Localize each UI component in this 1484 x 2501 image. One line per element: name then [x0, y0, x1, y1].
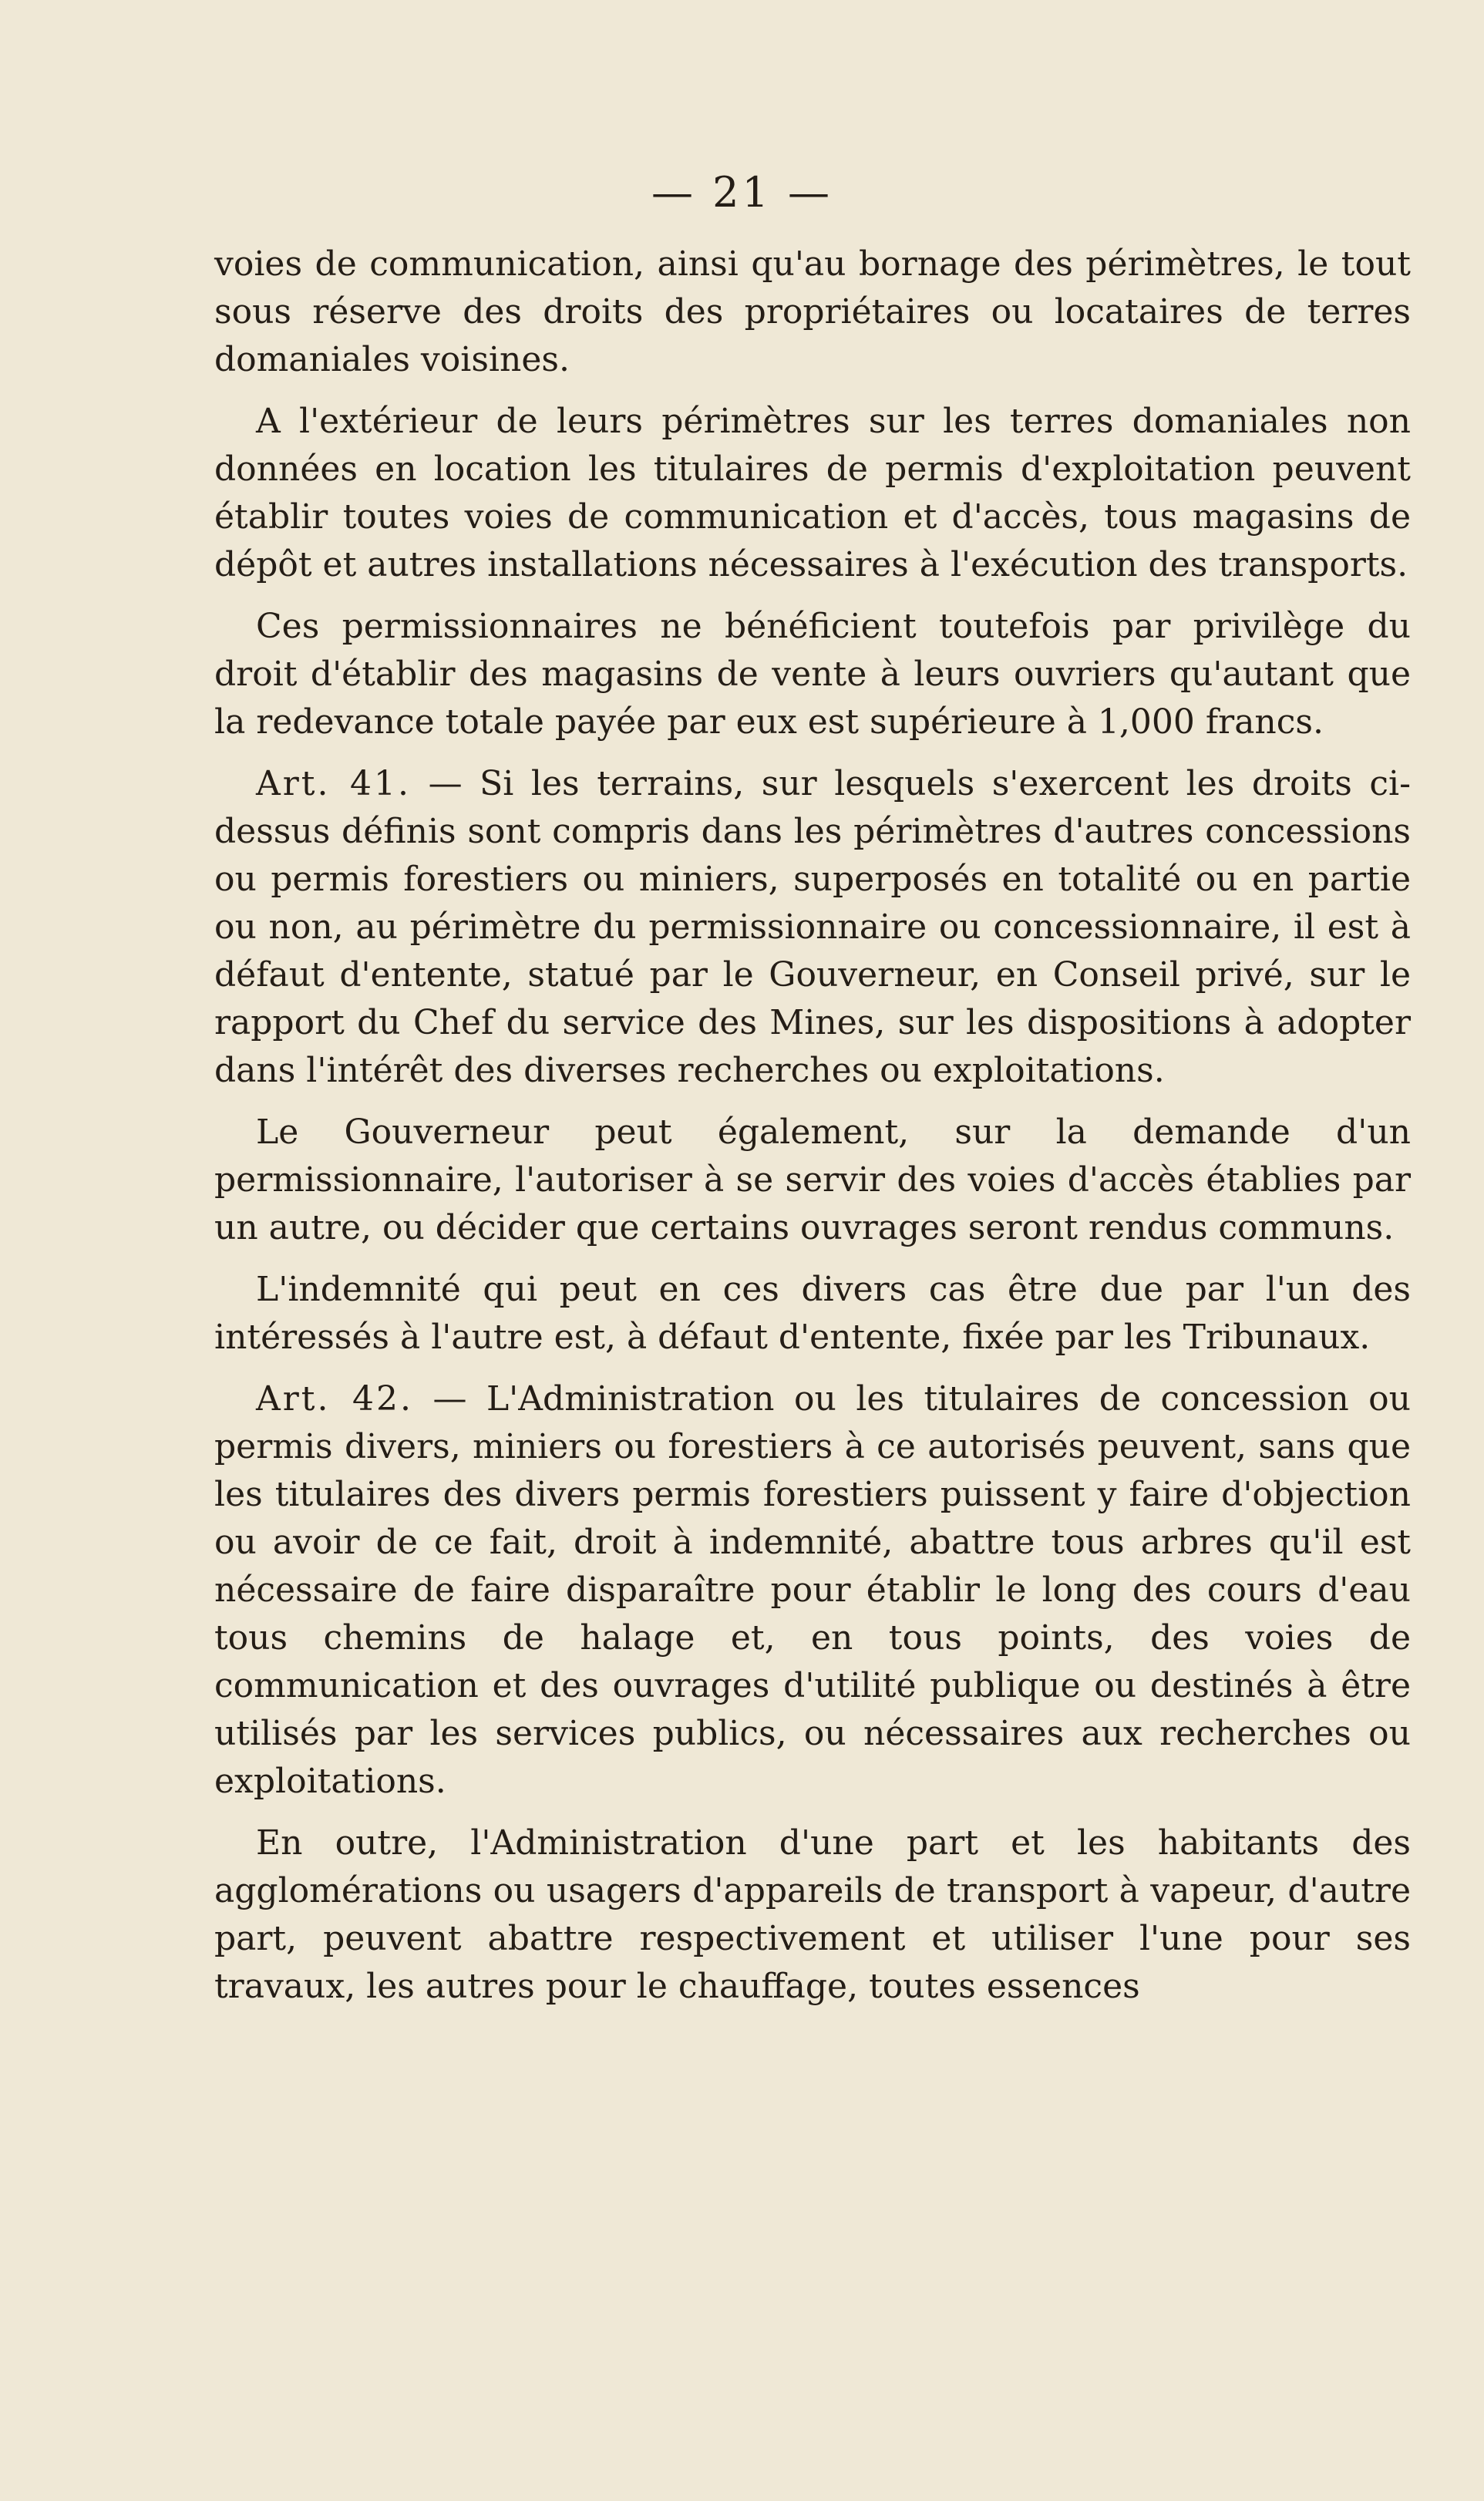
- paragraph-permissionnaires: Ces permissionnaires ne bénéficient toutefois par privilège du droit d'établir des magasins de vente à leurs ouvriers qu'autant que la redevance totale payée par eux est supérieure à 1,000 francs.: [214, 607, 1411, 742]
- body-text: [214, 241, 1411, 2025]
- page-number: — 21 —: [651, 168, 833, 217]
- paragraph-en-outre: En outre, l'Administration d'une part et les habitants des agglomérations ou usagers d'appareils de transport à vapeur, d'autre part, peuvent abattre respectivement et utiliser l'une pour ses travaux, les autres pour le chauffage, toutes essences: [214, 1823, 1411, 2006]
- article-42-label: Art. 42.: [256, 1379, 413, 1419]
- paragraph-gouverneur: Le Gouverneur peut également, sur la demande d'un permissionnaire, l'autoriser à se servir des voies d'accès établies par un autre, ou décider que certains ouvrages seront rendus communs.: [214, 1112, 1411, 1247]
- paragraph-article-42: [214, 1375, 1411, 1806]
- paragraph-article-41: [214, 760, 1411, 1095]
- paragraph-exterior-perimeters: A l'extérieur de leurs périmètres sur les terres domaniales non données en location les titulaires de permis d'exploitation peuvent établir toutes voies de communication et d'accès, tous magasins de dépôt et autres installations nécessaires à l'exécution des transports.: [214, 402, 1411, 584]
- paragraph-continuation: voies de communication, ainsi qu'au bornage des périmètres, le tout sous réserve des droits des propriétaires ou locataires de terres domaniales voisines.: [214, 244, 1411, 379]
- article-41-label: Art. 41.: [256, 764, 412, 803]
- article-41-text: — Si les terrains, sur lesquels s'exercent les droits ci-dessus définis sont compris dans les périmètres d'autres concessions ou permis forestiers ou miniers, superposés en totalité ou en partie ou non, au périmètre du permissionnaire ou concessionnaire, il est à défaut d'entente, statué par le Gouverneur, en Conseil privé, sur le rapport du Chef du service des Mines, sur les dispositions à adopter dans l'intérêt des diverses recherches ou exploitations.: [214, 764, 1412, 1090]
- paragraph-indemnite: L'indemnité qui peut en ces divers cas être due par l'un des intéressés à l'autre est, à défaut d'entente, fixée par les Tribunaux.: [214, 1270, 1411, 1357]
- article-42-text: — L'Administration ou les titulaires de concession ou permis divers, miniers ou forestiers à ce autorisés peuvent, sans que les titulaires des divers permis forestiers puissent y faire d'objection ou avoir de ce fait, droit à indemnité, abattre tous arbres qu'il est nécessaire de faire disparaître pour établir le long des cours d'eau tous chemins de halage et, en tous points, des voies de communication et des ouvrages d'utilité publique ou destinés à être utilisés par les services publics, ou nécessaires aux recherches ou exploitations.: [214, 1379, 1412, 1801]
